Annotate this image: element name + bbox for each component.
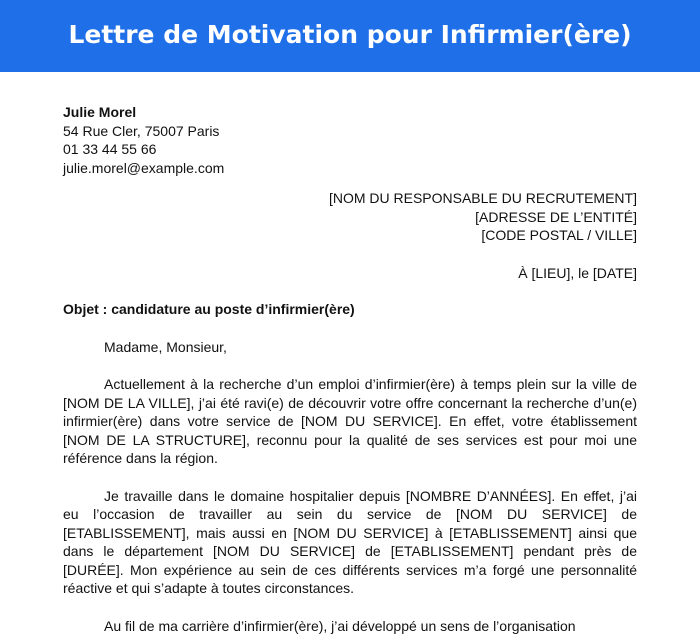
- recipient-line: [CODE POSTAL / VILLE]: [63, 226, 637, 245]
- page-title: Lettre de Motivation pour Infirmier(ère): [68, 20, 631, 49]
- paragraph: Au fil de ma carrière d’infirmier(ère), j’ai développé un sens de l’organisation: [63, 617, 637, 635]
- title-banner: [0, 0, 700, 72]
- date-line: À [LIEU], le [DATE]: [63, 264, 637, 283]
- sender-name: Julie Morel: [63, 103, 637, 122]
- sender-email: julie.morel@example.com: [63, 159, 637, 178]
- recipient-line: [ADRESSE DE L’ENTITÉ]: [63, 208, 637, 227]
- sender-block: [63, 103, 637, 177]
- subject-line: Objet : candidature au poste d’infirmier(ère): [63, 300, 637, 319]
- recipient-block: [63, 189, 637, 245]
- letter-body: [63, 103, 637, 635]
- recipient-line: [NOM DU RESPONSABLE DU RECRUTEMENT]: [63, 189, 637, 208]
- paragraph: Actuellement à la recherche d’un emploi d’infirmier(ère) à temps plein sur la ville de [NOM DE LA VILLE], j’ai été ravi(e) de découvrir votre offre concernant la recherche d’un(e) infirmier(ère) dans votre service de [NOM DU SERVICE]. En effet, votre établissement [NOM DE LA STRUCTURE], reconnu pour la qualité de ses services est pour moi une référence dans la région.: [63, 375, 637, 468]
- sender-address: 54 Rue Cler, 75007 Paris: [63, 122, 637, 141]
- salutation: Madame, Monsieur,: [63, 338, 637, 357]
- sender-phone: 01 33 44 55 66: [63, 140, 637, 159]
- paragraph: Je travaille dans le domaine hospitalier depuis [NOMBRE D’ANNÉES]. En effet, j’ai eu l’occasion de travailler au sein du service de [NOM DU SERVICE] de [ETABLISSEMENT], mais aussi en [NOM DU SERVICE] à [ETABLISSEMENT] ainsi que dans le département [NOM DU SERVICE] de [ETABLISSEMENT] pendant près de [DURÉE]. Mon expérience au sein de ces différents services m’a forgé une personnalité réactive et qui s’adapte à toutes circonstances.: [63, 487, 637, 598]
